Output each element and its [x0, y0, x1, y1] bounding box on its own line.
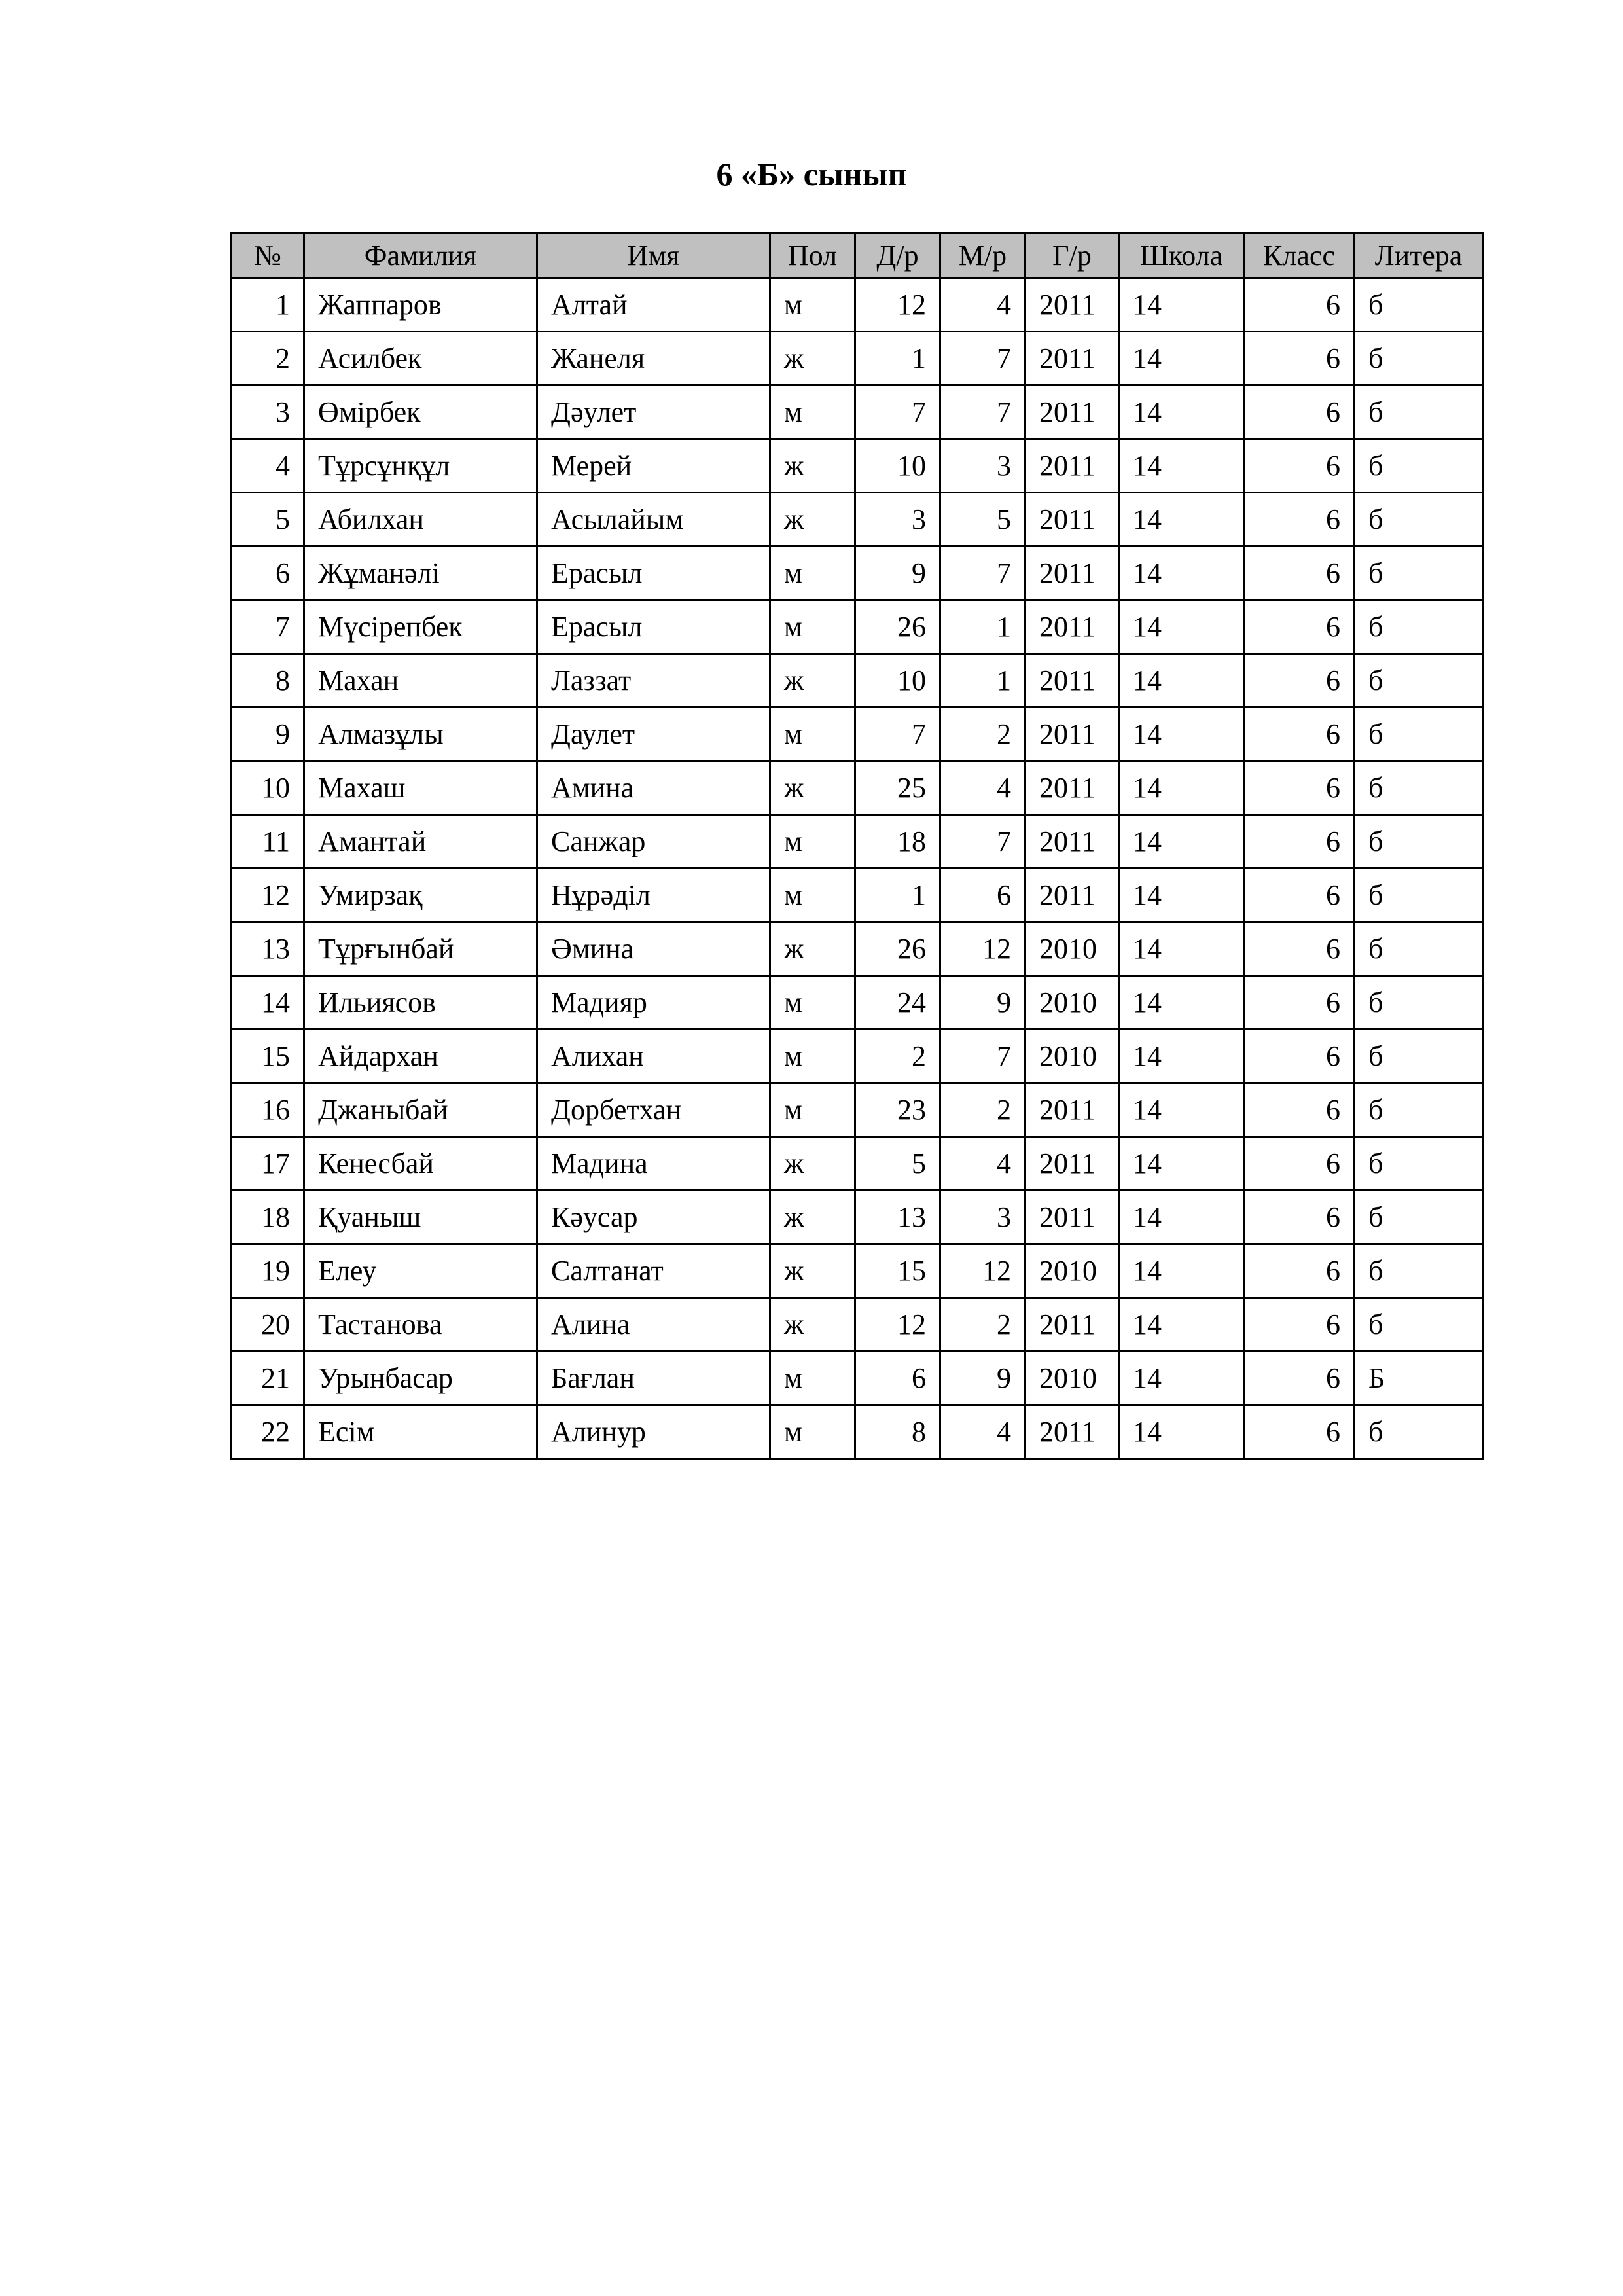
letter-cell: Б: [1355, 1352, 1483, 1405]
birth-year-cell: 2011: [1026, 1405, 1119, 1459]
name-cell: Лаззат: [537, 654, 770, 708]
birth-year-cell: 2011: [1026, 761, 1119, 815]
school-cell: 14: [1119, 708, 1244, 761]
gender-cell: м: [770, 708, 855, 761]
table-row: [232, 922, 1483, 976]
birth-year-cell: 2011: [1026, 1298, 1119, 1352]
birth-year-cell: 2011: [1026, 1083, 1119, 1137]
surname-cell: Қуаныш: [304, 1191, 537, 1244]
column-header-name: Имя: [537, 234, 770, 278]
name-cell: Асылайым: [537, 493, 770, 547]
table-row: [232, 332, 1483, 386]
gender-cell: м: [770, 547, 855, 600]
row-number: 20: [232, 1298, 304, 1352]
name-cell: Салтанат: [537, 1244, 770, 1298]
class-cell: 6: [1244, 1191, 1355, 1244]
surname-cell: Елеу: [304, 1244, 537, 1298]
name-cell: Ерасыл: [537, 600, 770, 654]
school-cell: 14: [1119, 1352, 1244, 1405]
birth-year-cell: 2011: [1026, 332, 1119, 386]
row-number: 4: [232, 439, 304, 493]
birth-day-cell: 10: [855, 439, 940, 493]
letter-cell: б: [1355, 547, 1483, 600]
birth-day-cell: 1: [855, 869, 940, 922]
birth-year-cell: 2010: [1026, 1030, 1119, 1083]
surname-cell: Есім: [304, 1405, 537, 1459]
birth-day-cell: 9: [855, 547, 940, 600]
row-number: 19: [232, 1244, 304, 1298]
school-cell: 14: [1119, 1030, 1244, 1083]
class-cell: 6: [1244, 547, 1355, 600]
surname-cell: Махаш: [304, 761, 537, 815]
surname-cell: Джаныбай: [304, 1083, 537, 1137]
birth-month-cell: 7: [940, 332, 1026, 386]
column-header-birth-day: Д/р: [855, 234, 940, 278]
name-cell: Кәусар: [537, 1191, 770, 1244]
name-cell: Әмина: [537, 922, 770, 976]
letter-cell: б: [1355, 815, 1483, 869]
class-cell: 6: [1244, 332, 1355, 386]
birth-month-cell: 1: [940, 600, 1026, 654]
letter-cell: б: [1355, 1191, 1483, 1244]
school-cell: 14: [1119, 1298, 1244, 1352]
name-cell: Алтай: [537, 278, 770, 332]
surname-cell: Жаппаров: [304, 278, 537, 332]
class-cell: 6: [1244, 493, 1355, 547]
name-cell: Мадина: [537, 1137, 770, 1191]
column-header-gender: Пол: [770, 234, 855, 278]
name-cell: Даулет: [537, 708, 770, 761]
class-cell: 6: [1244, 1405, 1355, 1459]
surname-cell: Ильиясов: [304, 976, 537, 1030]
birth-month-cell: 5: [940, 493, 1026, 547]
birth-year-cell: 2011: [1026, 1137, 1119, 1191]
birth-day-cell: 23: [855, 1083, 940, 1137]
birth-year-cell: 2011: [1026, 278, 1119, 332]
table-row: [232, 600, 1483, 654]
name-cell: Бағлан: [537, 1352, 770, 1405]
birth-month-cell: 4: [940, 278, 1026, 332]
table-row: [232, 869, 1483, 922]
birth-month-cell: 1: [940, 654, 1026, 708]
page-title: 6 «Б» сынып: [716, 156, 907, 192]
letter-cell: б: [1355, 761, 1483, 815]
birth-month-cell: 6: [940, 869, 1026, 922]
birth-month-cell: 4: [940, 1405, 1026, 1459]
letter-cell: б: [1355, 1137, 1483, 1191]
name-cell: Дәулет: [537, 386, 770, 439]
birth-year-cell: 2011: [1026, 1191, 1119, 1244]
table-row: [232, 439, 1483, 493]
birth-month-cell: 2: [940, 1298, 1026, 1352]
class-cell: 6: [1244, 1137, 1355, 1191]
birth-year-cell: 2011: [1026, 708, 1119, 761]
birth-day-cell: 8: [855, 1405, 940, 1459]
gender-cell: м: [770, 386, 855, 439]
row-number: 16: [232, 1083, 304, 1137]
letter-cell: б: [1355, 1030, 1483, 1083]
class-cell: 6: [1244, 386, 1355, 439]
row-number: 21: [232, 1352, 304, 1405]
school-cell: 14: [1119, 332, 1244, 386]
birth-day-cell: 7: [855, 386, 940, 439]
school-cell: 14: [1119, 1244, 1244, 1298]
school-cell: 14: [1119, 815, 1244, 869]
column-header-surname: Фамилия: [304, 234, 537, 278]
birth-year-cell: 2011: [1026, 654, 1119, 708]
letter-cell: б: [1355, 869, 1483, 922]
birth-month-cell: 12: [940, 1244, 1026, 1298]
birth-year-cell: 2010: [1026, 922, 1119, 976]
letter-cell: б: [1355, 654, 1483, 708]
gender-cell: м: [770, 1030, 855, 1083]
birth-day-cell: 26: [855, 600, 940, 654]
name-cell: Мадияр: [537, 976, 770, 1030]
class-cell: 6: [1244, 600, 1355, 654]
letter-cell: б: [1355, 976, 1483, 1030]
name-cell: Санжар: [537, 815, 770, 869]
birth-year-cell: 2011: [1026, 439, 1119, 493]
birth-day-cell: 2: [855, 1030, 940, 1083]
table-row: [232, 278, 1483, 332]
birth-year-cell: 2011: [1026, 547, 1119, 600]
class-cell: 6: [1244, 1030, 1355, 1083]
birth-month-cell: 12: [940, 922, 1026, 976]
school-cell: 14: [1119, 386, 1244, 439]
birth-day-cell: 5: [855, 1137, 940, 1191]
birth-month-cell: 2: [940, 708, 1026, 761]
birth-month-cell: 3: [940, 1191, 1026, 1244]
class-cell: 6: [1244, 278, 1355, 332]
class-cell: 6: [1244, 815, 1355, 869]
gender-cell: ж: [770, 922, 855, 976]
name-cell: Жанеля: [537, 332, 770, 386]
birth-day-cell: 12: [855, 1298, 940, 1352]
class-cell: 6: [1244, 1083, 1355, 1137]
gender-cell: м: [770, 600, 855, 654]
class-cell: 6: [1244, 1352, 1355, 1405]
name-cell: Алинур: [537, 1405, 770, 1459]
table-row: [232, 1298, 1483, 1352]
school-cell: 14: [1119, 600, 1244, 654]
letter-cell: б: [1355, 708, 1483, 761]
school-cell: 14: [1119, 761, 1244, 815]
birth-month-cell: 3: [940, 439, 1026, 493]
row-number: 2: [232, 332, 304, 386]
letter-cell: б: [1355, 493, 1483, 547]
roster-body: [232, 278, 1483, 1459]
birth-day-cell: 24: [855, 976, 940, 1030]
letter-cell: б: [1355, 332, 1483, 386]
school-cell: 14: [1119, 1137, 1244, 1191]
surname-cell: Мүсірепбек: [304, 600, 537, 654]
birth-day-cell: 12: [855, 278, 940, 332]
name-cell: Алихан: [537, 1030, 770, 1083]
row-number: 6: [232, 547, 304, 600]
name-cell: Алина: [537, 1298, 770, 1352]
gender-cell: м: [770, 869, 855, 922]
birth-year-cell: 2011: [1026, 815, 1119, 869]
birth-month-cell: 7: [940, 815, 1026, 869]
birth-month-cell: 4: [940, 1137, 1026, 1191]
gender-cell: ж: [770, 1137, 855, 1191]
table-row: [232, 815, 1483, 869]
birth-month-cell: 9: [940, 976, 1026, 1030]
class-cell: 6: [1244, 1244, 1355, 1298]
birth-month-cell: 9: [940, 1352, 1026, 1405]
school-cell: 14: [1119, 439, 1244, 493]
birth-day-cell: 1: [855, 332, 940, 386]
surname-cell: Махан: [304, 654, 537, 708]
gender-cell: ж: [770, 761, 855, 815]
column-header-class: Класс: [1244, 234, 1355, 278]
row-number: 17: [232, 1137, 304, 1191]
birth-day-cell: 6: [855, 1352, 940, 1405]
surname-cell: Жұманәлі: [304, 547, 537, 600]
table-row: [232, 493, 1483, 547]
gender-cell: ж: [770, 439, 855, 493]
table-row: [232, 1083, 1483, 1137]
row-number: 8: [232, 654, 304, 708]
row-number: 12: [232, 869, 304, 922]
class-cell: 6: [1244, 976, 1355, 1030]
surname-cell: Алмазұлы: [304, 708, 537, 761]
birth-month-cell: 7: [940, 547, 1026, 600]
row-number: 14: [232, 976, 304, 1030]
row-number: 7: [232, 600, 304, 654]
birth-month-cell: 7: [940, 1030, 1026, 1083]
gender-cell: ж: [770, 493, 855, 547]
row-number: 9: [232, 708, 304, 761]
class-cell: 6: [1244, 869, 1355, 922]
name-cell: Мерей: [537, 439, 770, 493]
gender-cell: ж: [770, 1298, 855, 1352]
class-cell: 6: [1244, 761, 1355, 815]
table-row: [232, 976, 1483, 1030]
letter-cell: б: [1355, 600, 1483, 654]
surname-cell: Абилхан: [304, 493, 537, 547]
letter-cell: б: [1355, 922, 1483, 976]
school-cell: 14: [1119, 869, 1244, 922]
letter-cell: б: [1355, 1083, 1483, 1137]
gender-cell: м: [770, 976, 855, 1030]
column-header-birth-year: Г/р: [1026, 234, 1119, 278]
school-cell: 14: [1119, 976, 1244, 1030]
birth-year-cell: 2010: [1026, 976, 1119, 1030]
surname-cell: Тұрғынбай: [304, 922, 537, 976]
gender-cell: ж: [770, 1244, 855, 1298]
table-row: [232, 708, 1483, 761]
row-number: 1: [232, 278, 304, 332]
surname-cell: Кенесбай: [304, 1137, 537, 1191]
class-cell: 6: [1244, 922, 1355, 976]
table-row: [232, 761, 1483, 815]
surname-cell: Урынбасар: [304, 1352, 537, 1405]
row-number: 10: [232, 761, 304, 815]
letter-cell: б: [1355, 439, 1483, 493]
table-row: [232, 1191, 1483, 1244]
surname-cell: Амантай: [304, 815, 537, 869]
table-row: [232, 1405, 1483, 1459]
birth-year-cell: 2011: [1026, 493, 1119, 547]
school-cell: 14: [1119, 1405, 1244, 1459]
school-cell: 14: [1119, 493, 1244, 547]
gender-cell: м: [770, 1405, 855, 1459]
birth-day-cell: 3: [855, 493, 940, 547]
surname-cell: Умирзақ: [304, 869, 537, 922]
name-cell: Амина: [537, 761, 770, 815]
row-number: 15: [232, 1030, 304, 1083]
table-row: [232, 1030, 1483, 1083]
gender-cell: ж: [770, 332, 855, 386]
birth-day-cell: 10: [855, 654, 940, 708]
surname-cell: Асилбек: [304, 332, 537, 386]
gender-cell: м: [770, 278, 855, 332]
birth-year-cell: 2010: [1026, 1244, 1119, 1298]
table-row: [232, 1137, 1483, 1191]
table-row: [232, 386, 1483, 439]
school-cell: 14: [1119, 654, 1244, 708]
birth-day-cell: 18: [855, 815, 940, 869]
column-header-letter: Литера: [1355, 234, 1483, 278]
letter-cell: б: [1355, 386, 1483, 439]
school-cell: 14: [1119, 922, 1244, 976]
name-cell: Ерасыл: [537, 547, 770, 600]
row-number: 18: [232, 1191, 304, 1244]
column-header-number: №: [232, 234, 304, 278]
birth-year-cell: 2010: [1026, 1352, 1119, 1405]
table-row: [232, 547, 1483, 600]
surname-cell: Өмірбек: [304, 386, 537, 439]
school-cell: 14: [1119, 547, 1244, 600]
school-cell: 14: [1119, 1191, 1244, 1244]
birth-month-cell: 4: [940, 761, 1026, 815]
header-row: [232, 234, 1483, 278]
school-cell: 14: [1119, 278, 1244, 332]
gender-cell: ж: [770, 1191, 855, 1244]
row-number: 22: [232, 1405, 304, 1459]
birth-year-cell: 2011: [1026, 386, 1119, 439]
gender-cell: м: [770, 1352, 855, 1405]
letter-cell: б: [1355, 1244, 1483, 1298]
birth-day-cell: 13: [855, 1191, 940, 1244]
letter-cell: б: [1355, 1298, 1483, 1352]
birth-day-cell: 7: [855, 708, 940, 761]
row-number: 13: [232, 922, 304, 976]
name-cell: Дорбетхан: [537, 1083, 770, 1137]
class-cell: 6: [1244, 439, 1355, 493]
table-row: [232, 1244, 1483, 1298]
letter-cell: б: [1355, 278, 1483, 332]
class-cell: 6: [1244, 708, 1355, 761]
birth-month-cell: 2: [940, 1083, 1026, 1137]
surname-cell: Тұрсұнқұл: [304, 439, 537, 493]
surname-cell: Айдархан: [304, 1030, 537, 1083]
birth-year-cell: 2011: [1026, 600, 1119, 654]
birth-day-cell: 26: [855, 922, 940, 976]
gender-cell: м: [770, 815, 855, 869]
row-number: 11: [232, 815, 304, 869]
class-cell: 6: [1244, 654, 1355, 708]
name-cell: Нұрәділ: [537, 869, 770, 922]
birth-year-cell: 2011: [1026, 869, 1119, 922]
column-header-school: Школа: [1119, 234, 1244, 278]
table-row: [232, 1352, 1483, 1405]
letter-cell: б: [1355, 1405, 1483, 1459]
birth-day-cell: 15: [855, 1244, 940, 1298]
gender-cell: ж: [770, 654, 855, 708]
gender-cell: м: [770, 1083, 855, 1137]
class-cell: 6: [1244, 1298, 1355, 1352]
surname-cell: Тастанова: [304, 1298, 537, 1352]
table-row: [232, 654, 1483, 708]
birth-day-cell: 25: [855, 761, 940, 815]
column-header-birth-month: М/р: [940, 234, 1026, 278]
row-number: 3: [232, 386, 304, 439]
row-number: 5: [232, 493, 304, 547]
student-roster-table: [230, 232, 1484, 1460]
birth-month-cell: 7: [940, 386, 1026, 439]
school-cell: 14: [1119, 1083, 1244, 1137]
